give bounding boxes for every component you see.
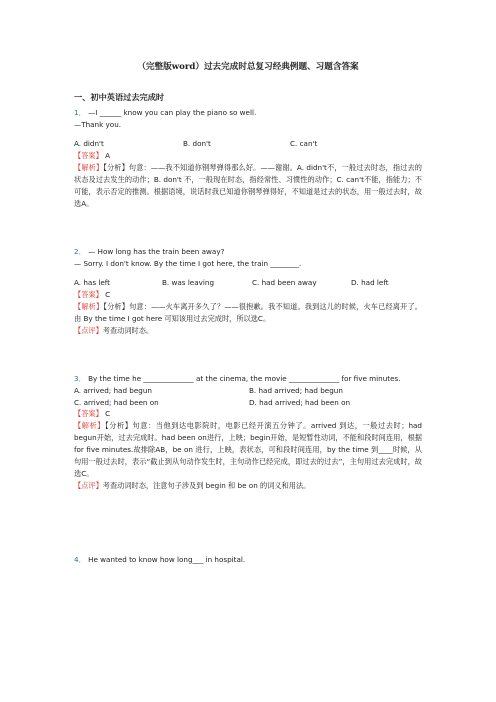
question-3-analysis xyxy=(74,420,422,479)
analysis-label: 【解析】 xyxy=(74,302,104,312)
question-2-stem2: — Sorry. I don't know. By the time I got here, the train ________. xyxy=(74,258,302,268)
question-4-stem-line1 xyxy=(74,554,422,566)
question-3-options-row1 xyxy=(74,385,422,397)
analysis-text: 【分析】句意：当他到达电影院时，电影已经开演五分钟了。arrived 到达，一般过去时；had begun开始，过去完成时。had been on进行，上映；begin开始，是短暂性动词，不能和段时间连用，根据 for five minutes.故排除AB，be on 进行，上映，表状态，可和段时间连用，by the time 到____时候，从句用一般过去时，表示“截止到从句动作发生时，主句动作已经完成，即过去的过去”，主句用过去完成时，故选C。 xyxy=(74,421,422,478)
question-2-number: 2． xyxy=(74,246,86,256)
section-heading: 一、初中英语过去完成时 xyxy=(74,92,165,103)
question-3-stem1: By the time he ______________ at the cinema, the movie ______________ for five minutes. xyxy=(88,373,401,383)
question-2 xyxy=(74,246,422,337)
comment-text: 考查动词时态，注意句子涉及到 begin 和 be on 的词义和用法。 xyxy=(102,480,311,490)
question-4-number: 4． xyxy=(74,554,86,564)
analysis-text: 【分析】句意：——火车离开多久了？——很抱歉。我不知道。我到这儿的时候，火车已经离开了。由 By the time I got here 可知该用过去完成时，所以选C。 xyxy=(74,302,422,324)
question-3-option-a: A. arrived; had begun xyxy=(74,385,152,395)
question-1-answer xyxy=(74,150,422,162)
question-3-option-b: B. had arrived; had begun xyxy=(249,385,343,395)
question-3-option-d: D. had arrived; had been on xyxy=(249,397,351,407)
question-1-options xyxy=(74,138,422,150)
answer-label: 【答案】 xyxy=(74,290,103,300)
question-4 xyxy=(74,554,422,566)
comment-text: 考查动词时态。 xyxy=(102,325,154,335)
question-2-comment xyxy=(74,325,422,337)
analysis-text: 【分析】句意：——我不知道你钢琴弹得那么好。——谢谢。A. didn't不，一般过去时态，指过去的状态及过去发生的动作；B. don't 不，一般现在时态，指经常性、习惯性的动作；C. can't不能，指能力；不可能，表示否定的推测。根据语境，说话时我已知道你钢琴弹得好，不知道是过去的状态，用一般过去时，故选A。 xyxy=(74,163,422,208)
comment-label: 【点评】 xyxy=(74,325,103,335)
answer-label: 【答案】 xyxy=(74,409,103,419)
answer-value: A xyxy=(105,151,110,161)
analysis-label: 【解析】 xyxy=(74,163,104,173)
question-1-stem2: —Thank you. xyxy=(74,119,122,129)
question-2-option-d: D. had left xyxy=(351,278,389,288)
question-1-number: 1． xyxy=(74,107,86,117)
analysis-label: 【解析】 xyxy=(74,421,106,431)
question-2-option-c: C. had been away xyxy=(252,278,317,288)
question-3-answer xyxy=(74,408,422,420)
question-3-stem-line1 xyxy=(74,373,422,385)
document-title: （完整版word）过去完成时总复习经典例题、习题含答案 xyxy=(137,62,359,72)
question-3-option-c: C. arrived; had been on xyxy=(74,397,159,407)
answer-label: 【答案】 xyxy=(74,151,103,161)
comment-label: 【点评】 xyxy=(74,480,103,490)
question-2-stem-line1 xyxy=(74,246,422,258)
question-3-comment xyxy=(74,480,422,492)
question-2-options xyxy=(74,277,422,289)
question-2-option-a: A. has left xyxy=(74,278,110,288)
question-2-analysis xyxy=(74,301,422,325)
question-1-stem-line1 xyxy=(74,107,422,119)
question-1-option-a: A. didn't xyxy=(74,139,104,149)
answer-value: C xyxy=(105,290,111,300)
question-2-stem1: — How long has the train been away? xyxy=(88,246,225,256)
question-1-option-b: B. don't xyxy=(183,139,211,149)
question-4-stem1: He wanted to know how long___ in hospital. xyxy=(88,554,246,564)
question-1-stem1: —I ______ know you can play the piano so well. xyxy=(88,107,257,117)
question-1 xyxy=(74,107,422,210)
question-3-options-row2 xyxy=(74,397,422,409)
question-2-option-b: B. was leaving xyxy=(162,278,215,288)
question-3 xyxy=(74,373,422,492)
question-1-option-c: C. can't xyxy=(290,139,318,149)
answer-value: C xyxy=(105,409,111,419)
question-3-number: 3． xyxy=(74,373,86,383)
question-2-answer xyxy=(74,289,422,301)
question-1-analysis xyxy=(74,162,422,210)
